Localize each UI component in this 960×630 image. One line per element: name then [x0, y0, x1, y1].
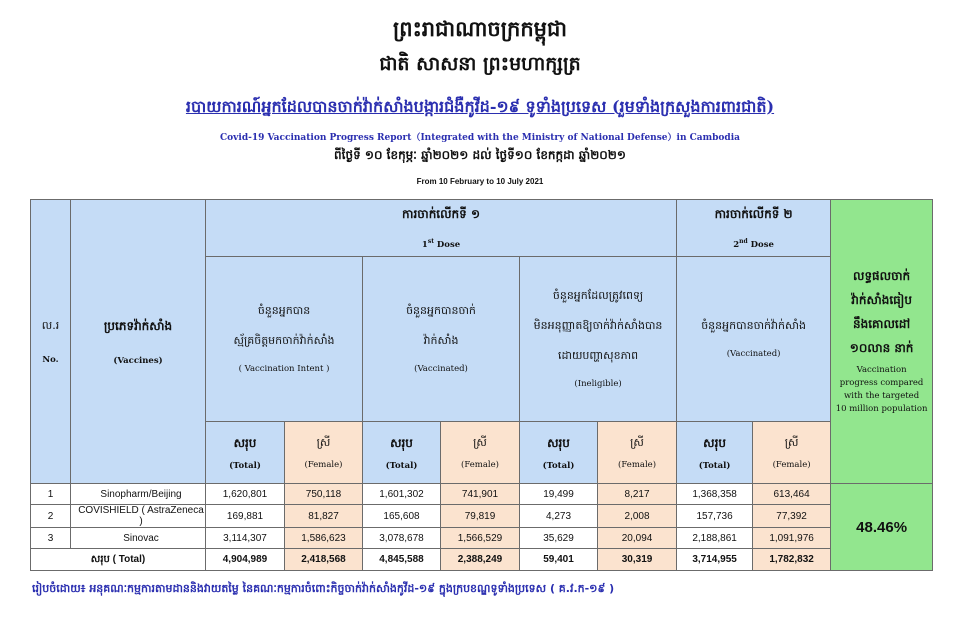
dose1-header-english: 1st Dose [421, 238, 461, 250]
vaccinated-total-header: សរុប (Total) [363, 422, 441, 484]
vaccinated-header-khmer-1: ចំនួនអ្នកបានចាក់ [406, 304, 476, 317]
table-row [31, 484, 933, 505]
row-number: 1 [31, 484, 71, 505]
dose2-female-cell: 613,464 [753, 484, 831, 505]
progress-header-khmer-1: លទ្ធផលចាក់ [853, 268, 911, 283]
vaccinated-female-header: ស្រី (Female) [441, 422, 520, 484]
intent-female-cell: 750,118 [285, 484, 363, 505]
ineligible-female-cell: 2,008 [598, 505, 677, 528]
vaccinated-female-sum: 2,388,249 [441, 549, 520, 571]
national-motto: ជាតិ សាសនា ព្រះមហាក្សត្រ [379, 53, 581, 75]
progress-header-khmer-2: វ៉ាក់សាំងធៀប [851, 292, 912, 307]
vaccinated-total-sum: 4,845,588 [363, 549, 441, 571]
ineligible-female-cell: 20,094 [598, 528, 677, 549]
ineligible-total-cell: 35,629 [520, 528, 598, 549]
ineligible-female-sum: 30,319 [598, 549, 677, 571]
intent-female-cell: 81,827 [285, 505, 363, 528]
dose2-vaccinated-header [677, 257, 831, 422]
ineligible-total-cell: 4,273 [520, 505, 598, 528]
ineligible-header-khmer-3: ដោយបញ្ហាសុខភាព [557, 349, 639, 362]
vaccine-name: COVISHIELD ( AstraZeneca ) [71, 505, 206, 528]
progress-header [831, 200, 933, 484]
dose1-header [206, 200, 677, 257]
intent-header-khmer-2: ស្ម័គ្រចិត្តមកចាក់វ៉ាក់សាំង [233, 334, 335, 347]
footer-note: រៀបចំដោយ៖ អនុគណៈកម្មការតាមដាននិងវាយតម្លៃ នៃគណៈកម្មការចំពោះកិច្ចចាក់វ៉ាក់សាំងកូវីដ-១៩ ក្នុងក្របខណ្ឌទូទាំងប្រទេស ( គ.វ.ក-១៩ ) [32, 582, 615, 595]
intent-total-cell: 1,620,801 [206, 484, 285, 505]
intent-total-cell: 169,881 [206, 505, 285, 528]
ineligible-header-khmer-1: ចំនួនអ្នកដែលត្រូវពេទ្យ [552, 289, 644, 302]
row-number: 2 [31, 505, 71, 528]
vaccinated-female-cell: 741,901 [441, 484, 520, 505]
dose2-total-cell: 157,736 [677, 505, 753, 528]
ineligible-total-cell: 19,499 [520, 484, 598, 505]
table-row [31, 528, 933, 549]
vaccinated-total-cell: 165,608 [363, 505, 441, 528]
dose2-header-english: 2nd Dose [733, 238, 774, 250]
dose2-vaccinated-header-english: (Vaccinated) [726, 349, 781, 359]
vaccinated-header-khmer-2: វ៉ាក់សាំង [423, 334, 459, 347]
vaccinated-header-english: (Vaccinated) [414, 364, 468, 374]
report-title-english: Covid-19 Vaccination Progress Report（Integrated with the Ministry of National Defense）in Cambodia [220, 133, 740, 143]
ineligible-female-header: ស្រី (Female) [598, 422, 677, 484]
intent-female-header: ស្រី (Female) [285, 422, 363, 484]
vaccines-header-khmer: ប្រភេទវ៉ាក់សាំង [103, 318, 173, 333]
progress-header-english: Vaccination progress compared with the targeted 10 million population [835, 364, 928, 414]
vaccinated-header [363, 257, 520, 422]
intent-total-header: សរុប (Total) [206, 422, 285, 484]
intent-header [206, 257, 363, 422]
report-period-khmer: ពីថ្ងៃទី ១០ ខែកុម្ភៈ ឆ្នាំ២០២១ ដល់ ថ្ងៃទី១០ ខែកក្កដា ឆ្នាំ២០២១ [334, 148, 626, 162]
report-period-english: From 10 February to 10 July 2021 [416, 177, 544, 186]
vaccinated-total-cell: 1,601,302 [363, 484, 441, 505]
table-row [31, 505, 933, 528]
intent-female-cell: 1,586,623 [285, 528, 363, 549]
ineligible-total-sum: 59,401 [520, 549, 598, 571]
vaccine-name: Sinopharm/Beijing [71, 484, 206, 505]
dose2-total-sum: 3,714,955 [677, 549, 753, 571]
vaccines-header-english: (Vaccines) [113, 355, 163, 366]
ineligible-total-header: សរុប (Total) [520, 422, 598, 484]
dose2-vaccinated-header-khmer: ចំនួនអ្នកបានចាក់វ៉ាក់សាំង [701, 319, 806, 332]
row-number: 3 [31, 528, 71, 549]
vaccines-header [71, 200, 206, 484]
dose2-total-cell: 1,368,358 [677, 484, 753, 505]
totals-label: សរុប ( Total) [31, 549, 206, 571]
dose2-female-header: ស្រី (Female) [753, 422, 831, 484]
kingdom-title: ព្រះរាជាណាចក្រកម្ពុជា [392, 16, 567, 41]
no-header-english: No. [42, 354, 59, 365]
vaccinated-female-cell: 1,566,529 [441, 528, 520, 549]
dose2-header-khmer: ការចាក់លើកទី ២ [714, 207, 793, 222]
progress-header-khmer-4: ១០លាន នាក់ [849, 340, 914, 355]
no-header-khmer: ល.រ [41, 318, 60, 332]
progress-percentage: 48.46% [856, 518, 908, 536]
dose2-female-sum: 1,782,832 [753, 549, 831, 571]
report-title-khmer: របាយការណ៍អ្នកដែលបានចាក់វ៉ាក់សាំងបង្ការជំងឺកូវីដ-១៩ ទូទាំងប្រទេស (រួមទាំងក្រសួងការពារជាតិ) [185, 97, 775, 116]
ineligible-header-english: (Ineligible) [574, 379, 622, 389]
intent-header-khmer-1: ចំនួនអ្នកបាន [257, 304, 311, 317]
dose1-header-khmer: ការចាក់លើកទី ១ [402, 207, 481, 222]
progress-cell [831, 484, 933, 571]
intent-total-sum: 4,904,989 [206, 549, 285, 571]
ineligible-header [520, 257, 677, 422]
intent-header-english: ( Vaccination Intent ) [238, 364, 330, 374]
vaccinated-female-cell: 79,819 [441, 505, 520, 528]
dose2-total-cell: 2,188,861 [677, 528, 753, 549]
ineligible-female-cell: 8,217 [598, 484, 677, 505]
progress-header-khmer-3: នឹងគោលដៅ [853, 316, 911, 331]
no-header [31, 200, 71, 484]
vaccine-name: Sinovac [71, 528, 206, 549]
ineligible-header-khmer-2: មិនអនុញ្ញាតឱ្យចាក់វ៉ាក់សាំងបាន [533, 319, 663, 332]
vaccinated-total-cell: 3,078,678 [363, 528, 441, 549]
dose2-female-cell: 1,091,976 [753, 528, 831, 549]
vaccination-table [30, 199, 933, 571]
dose2-female-cell: 77,392 [753, 505, 831, 528]
dose2-header [677, 200, 831, 257]
totals-row [31, 549, 933, 571]
intent-total-cell: 3,114,307 [206, 528, 285, 549]
intent-female-sum: 2,418,568 [285, 549, 363, 571]
dose2-total-header: សរុប (Total) [677, 422, 753, 484]
